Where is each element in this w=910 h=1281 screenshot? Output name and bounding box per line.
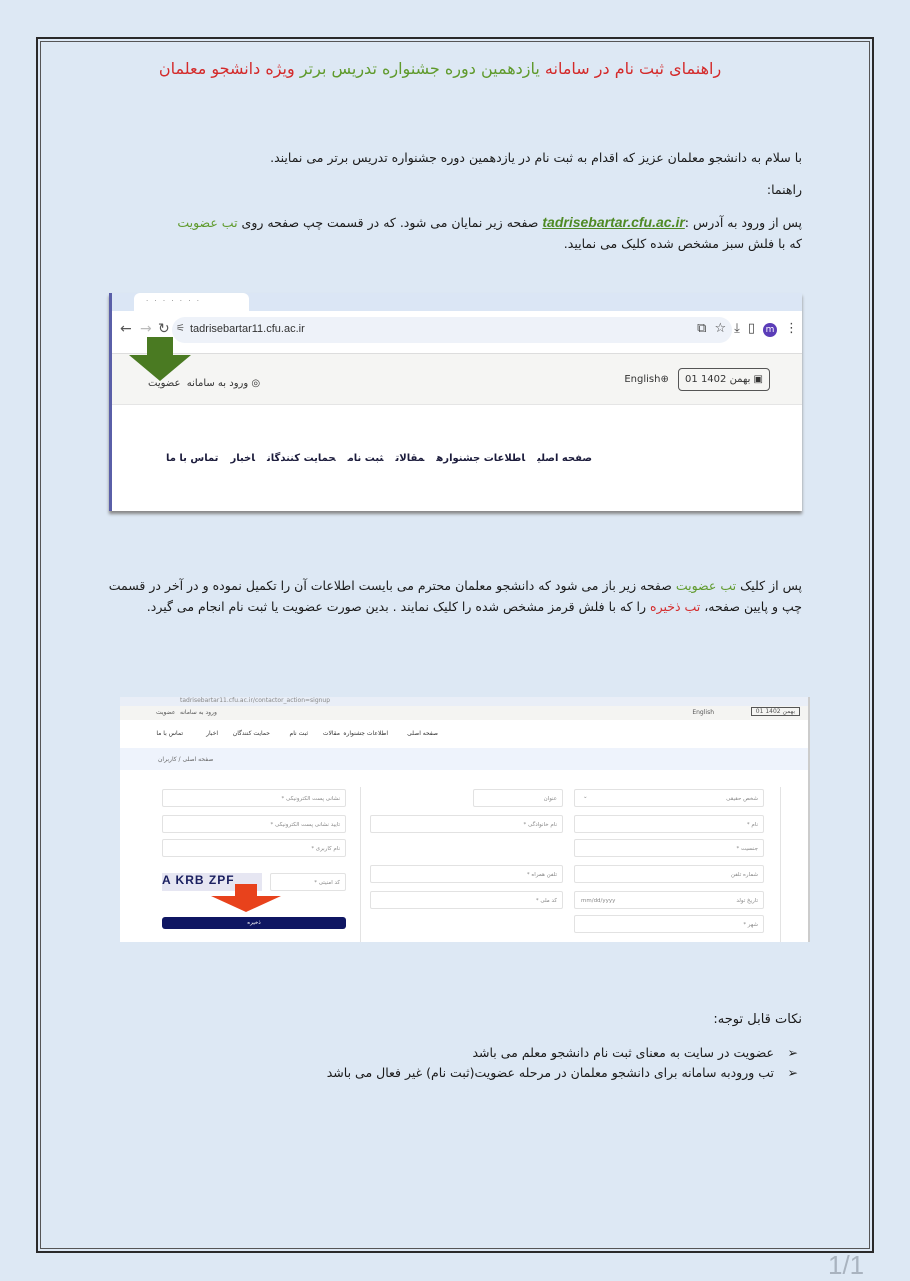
step1-after-link: صفحه زیر نمایان می شود. که در قسمت چپ صفحه روی <box>237 215 543 230</box>
title-part-2: یازدهمین دوره جشنواره تدریس برتر <box>299 59 540 78</box>
step2-paragraph <box>102 575 802 617</box>
browser-tab[interactable]: . . . . . . . <box>134 293 249 311</box>
calendar-icon: ▣ <box>753 374 763 385</box>
back-icon[interactable]: ← <box>120 321 132 337</box>
site-link[interactable]: tadrisebartar.cfu.ac.ir <box>542 214 685 230</box>
browser-actions <box>693 321 802 337</box>
language-link-2[interactable]: English <box>692 709 714 716</box>
site-settings-icon[interactable]: ⚟ <box>176 323 185 334</box>
translate-icon[interactable]: ⧉ <box>697 321 707 336</box>
reload-icon[interactable]: ↻ <box>158 321 170 337</box>
browser-tab-strip <box>112 293 802 311</box>
save-tab-highlight: تب ذخیره <box>650 599 701 614</box>
menu-item-festival-info[interactable]: اطلاعات جشنواره <box>436 453 526 464</box>
mobile-field[interactable]: تلفن همراه * <box>370 865 563 883</box>
address-bar[interactable] <box>172 317 732 343</box>
date-badge <box>678 368 770 391</box>
menu-item-register[interactable]: ثبت نام <box>347 453 384 464</box>
profile-avatar[interactable]: m <box>763 323 777 337</box>
menu2-home[interactable]: صفحه اصلی <box>407 730 438 737</box>
notes-item-text: عضویت در سایت به معنای ثبت نام دانشجو معلم می باشد <box>472 1045 774 1060</box>
title-part-1: راهنمای ثبت نام در سامانه <box>544 59 722 78</box>
green-arrow-icon <box>125 337 195 383</box>
login-link[interactable]: ورود به سامانه <box>186 378 249 389</box>
phone-field[interactable]: شماره تلفن <box>574 865 764 883</box>
arrow-bullet-icon: ➢ <box>787 1065 798 1080</box>
browser-toolbar-2 <box>120 697 808 706</box>
arrow-bullet-icon: ➢ <box>787 1045 798 1060</box>
document-title <box>120 58 760 80</box>
notes-item <box>327 1063 802 1083</box>
breadcrumb <box>120 748 808 770</box>
menu-item-sponsors[interactable]: حمایت کنندگان <box>267 453 336 464</box>
intro-paragraph: با سلام به دانشجو معلمان عزیز که اقدام به ثبت نام در یازدهمین دوره جشنواره تدریس برتر می نمایند. <box>270 150 802 165</box>
title-select[interactable]: عنوان <box>473 789 563 807</box>
menu-item-articles[interactable]: مقالات <box>395 453 425 464</box>
date-badge-2: 01 بهمن 1402 <box>751 707 800 716</box>
page-number: 1/1 <box>828 1250 865 1280</box>
menu-item-news[interactable]: اخبار <box>230 453 255 464</box>
globe-icon: ⊕ <box>660 374 669 385</box>
captcha-input[interactable]: کد امنیتی * <box>270 873 346 891</box>
login-link-2[interactable]: ورود به سامانه <box>180 709 217 716</box>
person-type-select[interactable]: شخص حقیقی ⌄ <box>574 789 764 807</box>
address-url-2: tadrisebartar11.cfu.ac.ir/contactor_action=signup <box>180 697 331 704</box>
screenshot-homepage <box>109 293 802 511</box>
captcha-image: A KRB ZPF <box>162 873 262 891</box>
site-header-2 <box>120 706 808 720</box>
column-divider <box>780 787 781 942</box>
email-confirm-field[interactable]: تایید نشانی پست الکترونیکی * <box>162 815 346 833</box>
notes-list <box>327 1043 802 1083</box>
step1-paragraph <box>102 212 802 254</box>
browser-toolbar <box>112 311 802 349</box>
language-link[interactable]: English <box>624 374 661 385</box>
user-icon: ◎ <box>251 378 261 389</box>
forward-icon[interactable]: → <box>140 321 152 337</box>
date-text: 01 بهمن 1402 <box>685 374 751 385</box>
save-button[interactable]: ذخیره <box>162 917 346 929</box>
site-main-menu-2 <box>120 720 808 748</box>
email-field[interactable]: نشانی پست الکترونیکی * <box>162 789 346 807</box>
menu2-festival-info[interactable]: اطلاعات جشنواره <box>343 730 388 737</box>
signup-tab-highlight: تب عضویت <box>177 215 238 230</box>
notes-item-text: تب ورودبه سامانه برای دانشجو معلمان در مرحله عضویت(ثبت نام) غیر فعال می باشد <box>326 1065 774 1080</box>
menu-item-contact[interactable]: تماس با ما <box>166 453 219 464</box>
national-code-field[interactable]: کد ملی * <box>370 891 563 909</box>
step2-text-1: پس از کلیک <box>736 578 802 593</box>
notes-title: نکات قابل توجه: <box>713 1012 802 1027</box>
menu-kebab-icon[interactable]: ⋮ <box>785 321 798 336</box>
bookmark-star-icon[interactable]: ☆ <box>714 321 727 336</box>
menu-item-home[interactable]: صفحه اصلی <box>537 453 592 464</box>
username-field[interactable]: نام کاربری * <box>162 839 346 857</box>
birth-date-field[interactable]: mm/dd/yyyy تاریخ تولد <box>574 891 764 909</box>
site-main-menu <box>154 453 592 464</box>
site-header-right <box>624 368 770 391</box>
step1-before-link: پس از ورود به آدرس : <box>684 215 802 230</box>
signup-link-2[interactable]: عضویت <box>156 709 176 716</box>
title-part-3: ویژه دانشجو معلمان <box>158 59 295 78</box>
signup-link[interactable]: عضویت <box>148 378 181 389</box>
step1-line2: که با فلش سبز مشخص شده کلیک می نمایید. <box>563 236 802 251</box>
menu2-contact[interactable]: تماس با ما <box>156 730 183 737</box>
guide-label: راهنما: <box>766 182 802 197</box>
address-url: tadrisebartar11.cfu.ac.ir <box>190 323 305 335</box>
column-divider <box>360 787 361 942</box>
step2-text-2: صفحه زیر باز می شود که دانشجو معلمان محترم می بایست اطلاعات آن را تکمیل نموده و در آخر در قسمت چپ و پایین صفحه، <box>108 578 802 614</box>
menu2-sponsors[interactable]: حمایت کنندگان <box>232 730 270 737</box>
download-icon[interactable]: ⤓ <box>734 321 740 336</box>
signup-tab-highlight-2: تب عضویت <box>675 578 737 593</box>
menu2-register[interactable]: ثبت نام <box>289 730 308 737</box>
menu2-articles[interactable]: مقالات <box>322 730 340 737</box>
city-field[interactable]: شهر * <box>574 915 764 933</box>
breadcrumb-text: صفحه اصلی / کاربران <box>158 756 214 763</box>
menu2-news[interactable]: اخبار <box>206 730 218 737</box>
site-header <box>112 353 802 405</box>
red-arrow-icon <box>207 884 287 914</box>
notes-item <box>327 1043 802 1063</box>
sidepanel-icon[interactable]: ▯ <box>747 321 755 336</box>
screenshot-signup-form <box>120 697 810 942</box>
first-name-field[interactable]: نام * <box>574 815 764 833</box>
last-name-field[interactable]: نام خانوادگی * <box>370 815 563 833</box>
gender-select[interactable]: جنسیت * <box>574 839 764 857</box>
step2-text-3: را که با فلش قرمز مشخص شده را کلیک نمایند . بدین صورت عضویت یا ثبت نام انجام می گیرد. <box>146 599 651 614</box>
